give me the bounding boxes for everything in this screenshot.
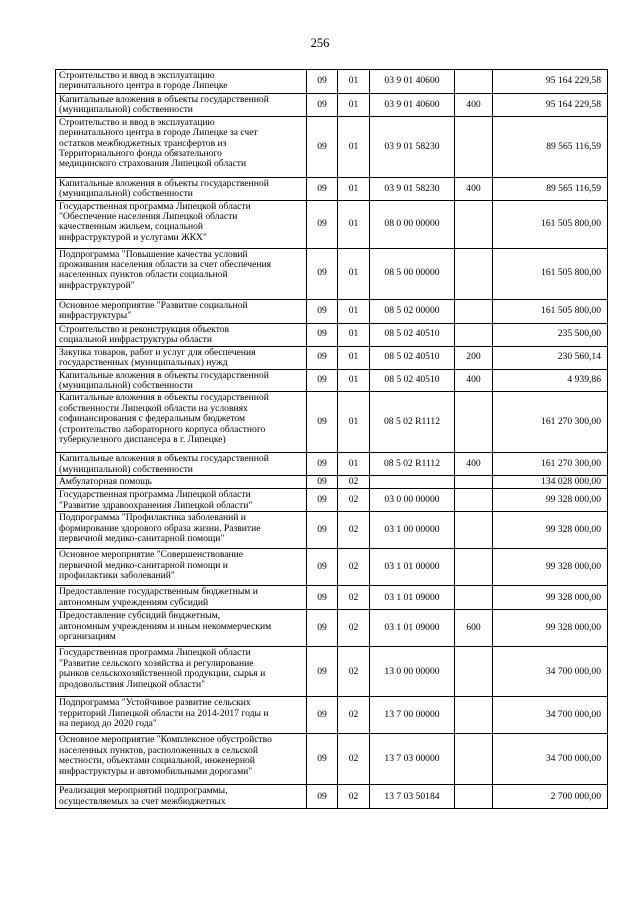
item-name: Предоставление субсидий бюджетным, автономным учреждениям и иным некоммерческим организациям [56,610,307,647]
section-code: 09 [307,94,338,117]
amount: 34 700 000,00 [493,647,608,697]
section-code: 09 [307,323,338,346]
subsection-code: 01 [338,453,370,476]
table-row [56,453,608,476]
item-name: Государственная программа Липецкой области "Развитие здравоохранения Липецкой области" [56,489,307,512]
amount: 161 505 800,00 [493,248,608,299]
target-article-code: 08 5 02 R1112 [370,392,455,453]
target-article-code: 08 5 00 00000 [370,248,455,299]
subsection-code: 02 [338,512,370,549]
section-code: 09 [307,299,338,323]
expense-kind-code [455,785,493,809]
amount: 161 270 300,00 [493,453,608,476]
expense-kind-code [455,734,493,785]
target-article-code: 03 0 00 00000 [370,489,455,512]
item-name: Строительство и ввод в эксплуатацию перинатального центра в городе Липецке [56,70,307,94]
amount: 161 505 800,00 [493,200,608,248]
expense-kind-code: 600 [455,610,493,647]
table-row [56,734,608,785]
table-row [56,94,608,117]
item-name: Строительство и ввод в эксплуатацию перинатального центра в городе Липецке за счет остатков межбюджетных трансфертов из Территориального фонда обязательного медицинского страхования Липецкой области [56,116,307,177]
target-article-code: 03 9 01 40600 [370,70,455,94]
subsection-code: 02 [338,647,370,697]
amount: 95 164 229,58 [493,70,608,94]
subsection-code: 02 [338,734,370,785]
section-code: 09 [307,785,338,809]
section-code: 09 [307,734,338,785]
target-article-code: 03 9 01 58230 [370,177,455,200]
table-row [56,697,608,734]
target-article-code: 13 7 00 00000 [370,697,455,734]
subsection-code: 01 [338,299,370,323]
target-article-code: 03 1 01 00000 [370,549,455,586]
target-article-code: 08 5 02 40510 [370,369,455,392]
subsection-code: 02 [338,610,370,647]
section-code: 09 [307,177,338,200]
item-name: Основное мероприятие "Комплексное обустройство населенных пунктов, расположенных в сельской местности, объектами социальной, инженерной инфраструктуры и автомобильными дорогами" [56,734,307,785]
section-code: 09 [307,549,338,586]
subsection-code: 01 [338,177,370,200]
item-name: Предоставление государственным бюджетным и автономным учреждениям субсидий [56,586,307,610]
expense-kind-code [455,512,493,549]
table-row [56,392,608,453]
amount: 34 700 000,00 [493,697,608,734]
subsection-code: 01 [338,94,370,117]
table-row [56,323,608,346]
subsection-code: 02 [338,785,370,809]
table-row [56,116,608,177]
section-code: 09 [307,610,338,647]
expense-kind-code [455,299,493,323]
target-article-code: 13 7 03 50184 [370,785,455,809]
amount: 99 328 000,00 [493,586,608,610]
amount: 161 270 300,00 [493,392,608,453]
target-article-code: 08 5 02 40510 [370,323,455,346]
section-code: 09 [307,346,338,369]
section-code: 09 [307,512,338,549]
section-code: 09 [307,392,338,453]
subsection-code: 01 [338,116,370,177]
table-row [56,610,608,647]
target-article-code: 08 5 02 R1112 [370,453,455,476]
amount: 89 565 116,59 [493,177,608,200]
subsection-code: 02 [338,489,370,512]
expense-kind-code [455,697,493,734]
section-code: 09 [307,116,338,177]
budget-table-body [56,70,608,809]
amount: 161 505 800,00 [493,299,608,323]
subsection-code: 02 [338,549,370,586]
subsection-code: 02 [338,586,370,610]
amount: 99 328 000,00 [493,512,608,549]
section-code: 09 [307,248,338,299]
section-code: 09 [307,489,338,512]
subsection-code: 01 [338,200,370,248]
expense-kind-code [455,647,493,697]
page-number: 256 [310,36,330,50]
expense-kind-code [455,248,493,299]
item-name: Закупка товаров, работ и услуг для обеспечения государственных (муниципальных) нужд [56,346,307,369]
budget-table [55,69,608,809]
item-name: Государственная программа Липецкой области "Развитие сельского хозяйства и регулирование рынков сельскохозяйственной продукции, сырья и продовольствия Липецкой области" [56,647,307,697]
amount: 95 164 229,58 [493,94,608,117]
table-row [56,489,608,512]
table-row [56,549,608,586]
item-name: Подпрограмма "Устойчивое развитие сельских территорий Липецкой области на 2014-2017 годы и на период до 2020 года" [56,697,307,734]
target-article-code: 13 7 03 00000 [370,734,455,785]
item-name: Основное мероприятие "Совершенствование первичной медико-санитарной помощи и профилактики заболеваний" [56,549,307,586]
target-article-code: 08 5 02 40510 [370,346,455,369]
expense-kind-code [455,476,493,489]
section-code: 09 [307,453,338,476]
target-article-code: 08 0 00 00000 [370,200,455,248]
section-code: 09 [307,200,338,248]
table-row [56,346,608,369]
section-code: 09 [307,586,338,610]
section-code: 09 [307,70,338,94]
expense-kind-code: 200 [455,346,493,369]
table-row [56,177,608,200]
table-row [56,369,608,392]
table-row [56,785,608,809]
section-code: 09 [307,647,338,697]
expense-kind-code: 400 [455,369,493,392]
amount: 99 328 000,00 [493,549,608,586]
subsection-code: 01 [338,392,370,453]
table-row [56,299,608,323]
target-article-code: 08 5 02 00000 [370,299,455,323]
item-name: Реализация мероприятий подпрограммы, осуществляемых за счет межбюджетных [56,785,307,809]
item-name: Капитальные вложения в объекты государственной (муниципальной) собственности [56,177,307,200]
target-article-code: 03 1 00 00000 [370,512,455,549]
subsection-code: 01 [338,70,370,94]
item-name: Подпрограмма "Повышение качества условий проживания населения области за счет обеспечения населенных пунктов области социальной инфраструктурой" [56,248,307,299]
table-row [56,248,608,299]
table-row [56,586,608,610]
subsection-code: 01 [338,346,370,369]
section-code: 09 [307,476,338,489]
expense-kind-code [455,200,493,248]
item-name: Амбулаторная помощь [56,476,307,489]
expense-kind-code [455,586,493,610]
expense-kind-code: 400 [455,453,493,476]
target-article-code: 03 1 01 09000 [370,586,455,610]
expense-kind-code [455,70,493,94]
expense-kind-code [455,549,493,586]
table-row [56,200,608,248]
subsection-code: 01 [338,248,370,299]
expense-kind-code: 400 [455,177,493,200]
item-name: Государственная программа Липецкой области "Обеспечение населения Липецкой области качественным жильем, социальной инфраструктурой и услугами ЖКХ" [56,200,307,248]
item-name: Капитальные вложения в объекты государственной собственности Липецкой области на условиях софинансирования с федеральным бюджетом (строительство лабораторного корпуса областного туберкулезного диспансера в г. Липецке) [56,392,307,453]
target-article-code: 03 9 01 40600 [370,94,455,117]
amount: 235 500,00 [493,323,608,346]
expense-kind-code: 400 [455,94,493,117]
table-row [56,70,608,94]
item-name: Капитальные вложения в объекты государственной (муниципальной) собственности [56,453,307,476]
section-code: 09 [307,697,338,734]
expense-kind-code [455,392,493,453]
expense-kind-code [455,489,493,512]
amount: 4 939,86 [493,369,608,392]
table-row [56,512,608,549]
subsection-code: 01 [338,369,370,392]
item-name: Капитальные вложения в объекты государственной (муниципальной) собственности [56,94,307,117]
table-row [56,476,608,489]
section-code: 09 [307,369,338,392]
amount: 99 328 000,00 [493,489,608,512]
table-row [56,647,608,697]
expense-kind-code [455,116,493,177]
amount: 230 560,14 [493,346,608,369]
subsection-code: 02 [338,697,370,734]
amount: 89 565 116,59 [493,116,608,177]
expense-kind-code [455,323,493,346]
target-article-code: 13 0 00 00000 [370,647,455,697]
item-name: Капитальные вложения в объекты государственной (муниципальной) собственности [56,369,307,392]
item-name: Строительство и реконструкция объектов социальной инфраструктуры области [56,323,307,346]
target-article-code: 03 9 01 58230 [370,116,455,177]
amount: 134 028 000,00 [493,476,608,489]
item-name: Подпрограмма "Профилактика заболеваний и формирование здорового образа жизни. Развитие первичной медико-санитарной помощи" [56,512,307,549]
target-article-code: 03 1 01 09000 [370,610,455,647]
item-name: Основное мероприятие "Развитие социальной инфраструктуры" [56,299,307,323]
target-article-code [370,476,455,489]
subsection-code: 02 [338,476,370,489]
amount: 34 700 000,00 [493,734,608,785]
amount: 99 328 000,00 [493,610,608,647]
subsection-code: 01 [338,323,370,346]
amount: 2 700 000,00 [493,785,608,809]
